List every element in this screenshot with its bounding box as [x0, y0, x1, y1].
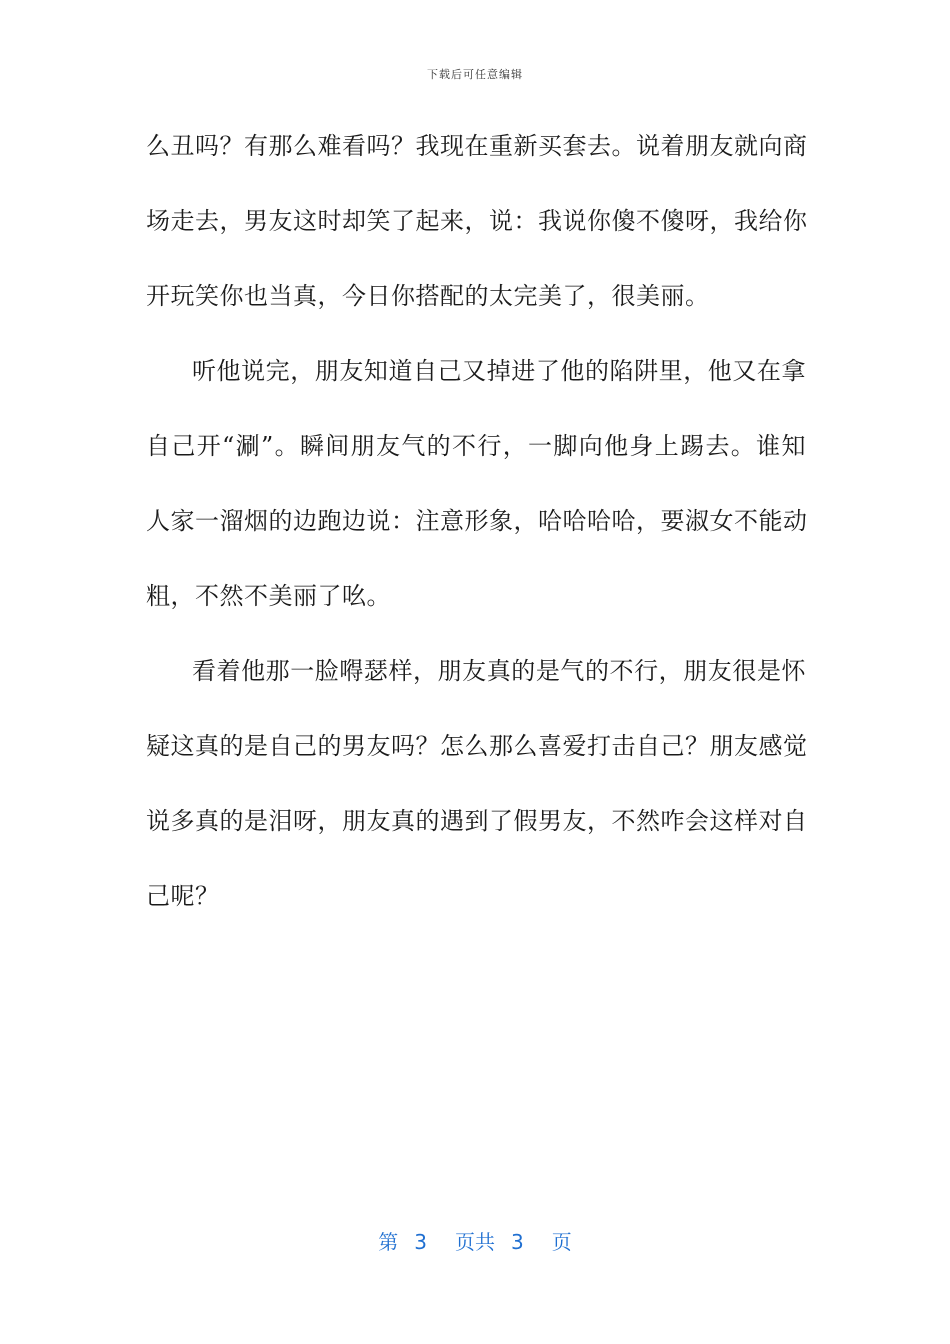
footer-page-number: 3 — [414, 1230, 427, 1254]
document-body — [146, 124, 806, 949]
page-header: 下载后可任意编辑 — [427, 68, 523, 81]
text-line: 开玩笑你也当真，今日你搭配的太完美了，很美丽。 — [146, 282, 710, 310]
text-line: 自己开“涮”。瞬间朋友气的不行，一脚向他身上踢去。谁知 — [146, 432, 806, 460]
text-line: 场走去，男友这时却笑了起来，说：我说你傻不傻呀，我给你 — [146, 207, 808, 235]
text-line: 看着他那一脸嘚瑟样，朋友真的是气的不行，朋友很是怀 — [192, 657, 806, 685]
text-line: 么丑吗？有那么难看吗？我现在重新买套去。说着朋友就向商 — [146, 132, 808, 160]
footer-ye-gong: 页共 — [455, 1230, 495, 1254]
page-footer — [0, 1226, 950, 1255]
text-line: 说多真的是泪呀，朋友真的遇到了假男友，不然咋会这样对自 — [146, 807, 808, 835]
footer-di: 第 — [378, 1230, 399, 1254]
text-line: 听他说完，朋友知道自己又掉进了他的陷阱里，他又在拿 — [192, 357, 806, 385]
footer-ye: 页 — [551, 1230, 572, 1254]
footer-total-pages: 3 — [511, 1230, 524, 1254]
text-line: 粗，不然不美丽了吆。 — [146, 582, 391, 610]
text-line: 人家一溜烟的边跑边说：注意形象，哈哈哈哈，要淑女不能动 — [146, 507, 808, 535]
text-line: 疑这真的是自己的男友吗？怎么那么喜爱打击自己？朋友感觉 — [146, 732, 808, 760]
text-line: 己呢？ — [146, 882, 220, 910]
